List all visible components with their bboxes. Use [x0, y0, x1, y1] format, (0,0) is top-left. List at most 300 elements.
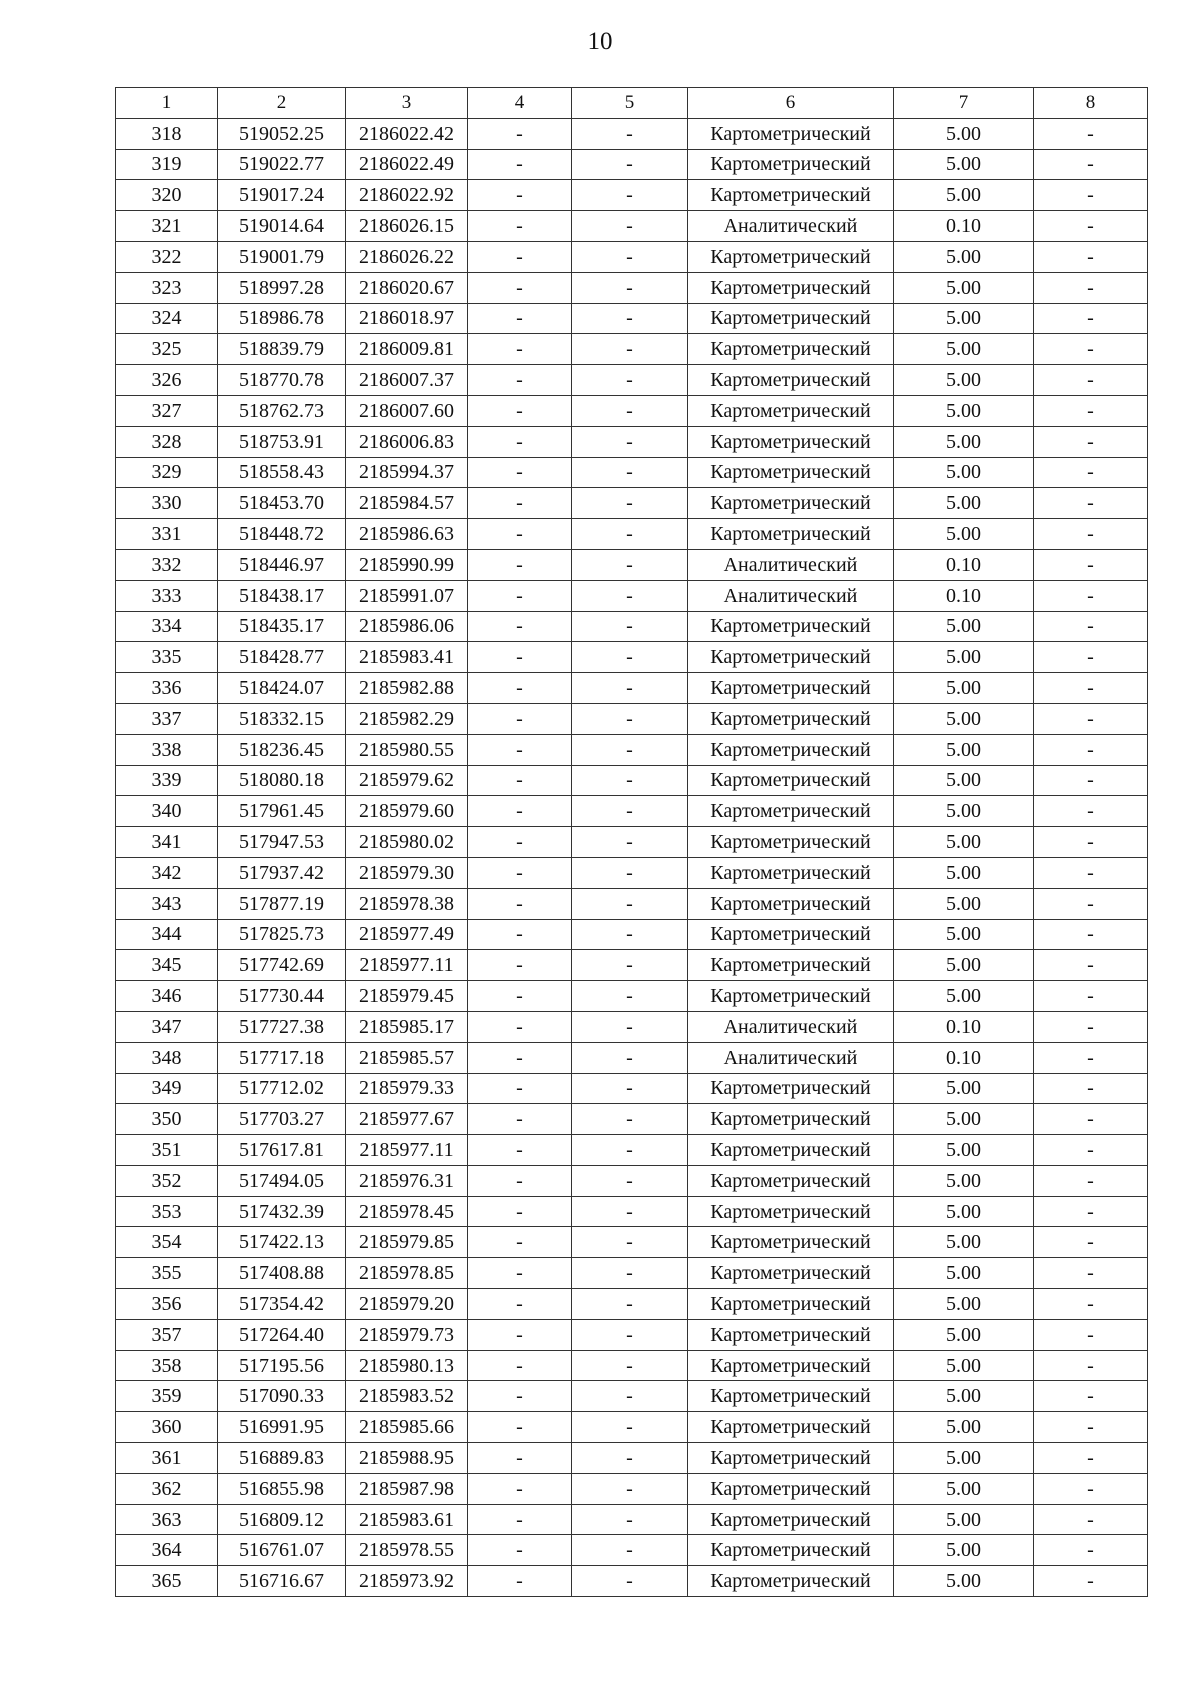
table-cell: 5.00 [894, 1227, 1034, 1258]
table-cell: 518753.91 [218, 426, 346, 457]
table-cell: - [572, 1042, 688, 1073]
table-cell: Картометрический [688, 1258, 894, 1289]
table-cell: Аналитический [688, 211, 894, 242]
table-cell: 358 [116, 1350, 218, 1381]
table-cell: 5.00 [894, 426, 1034, 457]
table-cell: 336 [116, 673, 218, 704]
table-cell: Картометрический [688, 426, 894, 457]
table-cell: - [468, 303, 572, 334]
table-cell: 2185979.60 [346, 796, 468, 827]
table-cell: 359 [116, 1381, 218, 1412]
table-cell: 0.10 [894, 211, 1034, 242]
table-cell: - [1034, 519, 1148, 550]
table-cell: - [468, 365, 572, 396]
table-cell: - [1034, 1566, 1148, 1597]
table-cell: 5.00 [894, 950, 1034, 981]
table-row [116, 1165, 1148, 1196]
table-cell: 2185985.57 [346, 1042, 468, 1073]
table-cell: - [572, 611, 688, 642]
table-row [116, 580, 1148, 611]
table-cell: Картометрический [688, 611, 894, 642]
table-row [116, 549, 1148, 580]
table-cell: Картометрический [688, 1135, 894, 1166]
table-cell: - [572, 950, 688, 981]
table-cell: 353 [116, 1196, 218, 1227]
table-cell: 334 [116, 611, 218, 642]
table-cell: 5.00 [894, 365, 1034, 396]
table-cell: 2185979.62 [346, 765, 468, 796]
table-cell: 2185983.52 [346, 1381, 468, 1412]
table-cell: - [1034, 149, 1148, 180]
table-cell: - [572, 1073, 688, 1104]
table-cell: - [1034, 1504, 1148, 1535]
table-cell: - [468, 796, 572, 827]
table-cell: 5.00 [894, 395, 1034, 426]
table-cell: 517264.40 [218, 1319, 346, 1350]
table-cell: - [572, 488, 688, 519]
table-cell: Картометрический [688, 488, 894, 519]
table-cell: 517937.42 [218, 857, 346, 888]
table-cell: 361 [116, 1443, 218, 1474]
table-cell: Аналитический [688, 1011, 894, 1042]
table-cell: 5.00 [894, 827, 1034, 858]
table-cell: Картометрический [688, 919, 894, 950]
table-cell: 2185973.92 [346, 1566, 468, 1597]
table-cell: 5.00 [894, 1289, 1034, 1320]
table-cell: 5.00 [894, 857, 1034, 888]
table-row [116, 395, 1148, 426]
table-cell: - [1034, 673, 1148, 704]
table-cell: - [1034, 611, 1148, 642]
table-cell: - [1034, 919, 1148, 950]
table-cell: 326 [116, 365, 218, 396]
table-cell: - [572, 519, 688, 550]
table-cell: - [1034, 1073, 1148, 1104]
table-row [116, 457, 1148, 488]
table-cell: 5.00 [894, 519, 1034, 550]
table-cell: - [572, 334, 688, 365]
table-cell: 518332.15 [218, 703, 346, 734]
table-cell: 2185977.11 [346, 1135, 468, 1166]
table-cell: - [1034, 703, 1148, 734]
table-cell: 5.00 [894, 1104, 1034, 1135]
table-cell: 2185979.85 [346, 1227, 468, 1258]
table-cell: - [468, 1566, 572, 1597]
table-cell: Картометрический [688, 1073, 894, 1104]
table-cell: - [468, 488, 572, 519]
table-cell: 319 [116, 149, 218, 180]
table-cell: 2186026.22 [346, 241, 468, 272]
table-cell: Картометрический [688, 642, 894, 673]
table-cell: - [468, 457, 572, 488]
table-cell: 518997.28 [218, 272, 346, 303]
table-cell: 5.00 [894, 1381, 1034, 1412]
table-cell: - [468, 1073, 572, 1104]
table-cell: - [572, 1504, 688, 1535]
table-row [116, 1473, 1148, 1504]
table-cell: Картометрический [688, 519, 894, 550]
table-cell: - [572, 1165, 688, 1196]
table-row [116, 1104, 1148, 1135]
table-cell: 5.00 [894, 1443, 1034, 1474]
table-cell: Картометрический [688, 1504, 894, 1535]
table-cell: - [468, 272, 572, 303]
table-cell: 517717.18 [218, 1042, 346, 1073]
table-cell: 5.00 [894, 765, 1034, 796]
table-cell: - [1034, 1443, 1148, 1474]
table-cell: - [1034, 180, 1148, 211]
table-cell: Картометрический [688, 1350, 894, 1381]
table-cell: - [468, 981, 572, 1012]
table-cell: - [572, 827, 688, 858]
table-cell: 517494.05 [218, 1165, 346, 1196]
table-cell: 517432.39 [218, 1196, 346, 1227]
table-cell: - [468, 1227, 572, 1258]
table-cell: 5.00 [894, 734, 1034, 765]
table-row [116, 1042, 1148, 1073]
table-cell: 2185985.66 [346, 1412, 468, 1443]
table-row [116, 1443, 1148, 1474]
table-cell: - [468, 1381, 572, 1412]
table-cell: 5.00 [894, 888, 1034, 919]
table-cell: 337 [116, 703, 218, 734]
table-cell: 351 [116, 1135, 218, 1166]
table-cell: - [1034, 827, 1148, 858]
table-cell: 2186006.83 [346, 426, 468, 457]
table-cell: 519014.64 [218, 211, 346, 242]
table-row [116, 857, 1148, 888]
table-cell: Картометрический [688, 1289, 894, 1320]
table-cell: 322 [116, 241, 218, 272]
table-cell: 5.00 [894, 488, 1034, 519]
table-row [116, 1196, 1148, 1227]
table-cell: 517354.42 [218, 1289, 346, 1320]
table-cell: - [468, 611, 572, 642]
table-cell: 517742.69 [218, 950, 346, 981]
column-header: 4 [468, 88, 572, 119]
table-row [116, 303, 1148, 334]
table-cell: 2185991.07 [346, 580, 468, 611]
table-cell: - [468, 580, 572, 611]
table-cell: - [1034, 1473, 1148, 1504]
table-cell: 518558.43 [218, 457, 346, 488]
table-cell: Аналитический [688, 549, 894, 580]
table-cell: - [572, 734, 688, 765]
table-cell: - [572, 272, 688, 303]
table-cell: 5.00 [894, 457, 1034, 488]
table-cell: - [1034, 1412, 1148, 1443]
table-cell: - [572, 1535, 688, 1566]
table-cell: Картометрический [688, 827, 894, 858]
table-cell: - [1034, 272, 1148, 303]
table-cell: 517947.53 [218, 827, 346, 858]
table-cell: - [1034, 1381, 1148, 1412]
table-cell: 517825.73 [218, 919, 346, 950]
table-cell: 2185987.98 [346, 1473, 468, 1504]
table-cell: - [1034, 950, 1148, 981]
table-cell: 356 [116, 1289, 218, 1320]
table-cell: - [572, 888, 688, 919]
table-header-row [116, 88, 1148, 119]
table-cell: 348 [116, 1042, 218, 1073]
table-cell: - [468, 950, 572, 981]
table-row [116, 1073, 1148, 1104]
table-cell: - [572, 1412, 688, 1443]
table-cell: - [572, 857, 688, 888]
table-row [116, 211, 1148, 242]
table-cell: - [468, 734, 572, 765]
table-cell: - [572, 1135, 688, 1166]
table-cell: Картометрический [688, 734, 894, 765]
table-cell: - [468, 1258, 572, 1289]
table-cell: 355 [116, 1258, 218, 1289]
table-cell: - [468, 519, 572, 550]
table-cell: 347 [116, 1011, 218, 1042]
table-cell: Картометрический [688, 1381, 894, 1412]
table-cell: 2185986.63 [346, 519, 468, 550]
table-cell: 518453.70 [218, 488, 346, 519]
table-cell: Картометрический [688, 765, 894, 796]
table-cell: 5.00 [894, 673, 1034, 704]
table-cell: 516716.67 [218, 1566, 346, 1597]
table-cell: 5.00 [894, 642, 1034, 673]
table-cell: 5.00 [894, 1504, 1034, 1535]
table-cell: Аналитический [688, 580, 894, 611]
table-row [116, 272, 1148, 303]
coordinates-table [115, 87, 1148, 1597]
table-cell: - [1034, 211, 1148, 242]
table-cell: - [1034, 1289, 1148, 1320]
table-cell: - [1034, 1535, 1148, 1566]
column-header: 6 [688, 88, 894, 119]
table-cell: - [468, 1196, 572, 1227]
table-cell: - [1034, 1104, 1148, 1135]
column-header: 8 [1034, 88, 1148, 119]
table-cell: 517617.81 [218, 1135, 346, 1166]
table-row [116, 1412, 1148, 1443]
table-cell: 2185986.06 [346, 611, 468, 642]
table-cell: 5.00 [894, 1073, 1034, 1104]
table-cell: 5.00 [894, 1412, 1034, 1443]
table-cell: - [468, 180, 572, 211]
table-cell: 518080.18 [218, 765, 346, 796]
table-cell: - [468, 426, 572, 457]
table-cell: - [572, 1443, 688, 1474]
table-row [116, 1227, 1148, 1258]
table-cell: - [468, 642, 572, 673]
table-cell: - [1034, 734, 1148, 765]
table-cell: 2185982.88 [346, 673, 468, 704]
table-cell: Картометрический [688, 1566, 894, 1597]
table-cell: - [468, 149, 572, 180]
table-cell: - [572, 1011, 688, 1042]
table-cell: - [468, 827, 572, 858]
table-cell: 2185990.99 [346, 549, 468, 580]
table-row [116, 365, 1148, 396]
table-cell: 517727.38 [218, 1011, 346, 1042]
table-cell: 354 [116, 1227, 218, 1258]
table-row [116, 1289, 1148, 1320]
table-cell: - [468, 1011, 572, 1042]
table-cell: Картометрический [688, 303, 894, 334]
table-cell: 363 [116, 1504, 218, 1535]
table-cell: - [572, 1350, 688, 1381]
table-cell: 517877.19 [218, 888, 346, 919]
table-cell: 516809.12 [218, 1504, 346, 1535]
table-cell: 2186022.92 [346, 180, 468, 211]
table-row [116, 1504, 1148, 1535]
table-cell: 5.00 [894, 118, 1034, 149]
table-row [116, 888, 1148, 919]
table-cell: 5.00 [894, 1165, 1034, 1196]
table-cell: - [1034, 334, 1148, 365]
table-cell: 2185980.13 [346, 1350, 468, 1381]
table-row [116, 1319, 1148, 1350]
table-cell: 332 [116, 549, 218, 580]
table-cell: Картометрический [688, 1227, 894, 1258]
table-cell: 2185984.57 [346, 488, 468, 519]
column-header: 3 [346, 88, 468, 119]
table-cell: - [1034, 457, 1148, 488]
table-cell: 330 [116, 488, 218, 519]
table-cell: 516889.83 [218, 1443, 346, 1474]
table-cell: - [572, 1381, 688, 1412]
table-row [116, 1011, 1148, 1042]
table-cell: 518236.45 [218, 734, 346, 765]
table-cell: 517961.45 [218, 796, 346, 827]
table-cell: 335 [116, 642, 218, 673]
table-cell: 325 [116, 334, 218, 365]
table-cell: - [468, 549, 572, 580]
table-cell: 5.00 [894, 1258, 1034, 1289]
table-cell: 516991.95 [218, 1412, 346, 1443]
table-cell: - [572, 1104, 688, 1135]
table-cell: - [1034, 796, 1148, 827]
table-cell: 342 [116, 857, 218, 888]
table-cell: Картометрический [688, 950, 894, 981]
table-cell: - [468, 919, 572, 950]
table-cell: - [468, 1289, 572, 1320]
table-cell: - [1034, 395, 1148, 426]
table-cell: 5.00 [894, 1350, 1034, 1381]
table-cell: Картометрический [688, 1473, 894, 1504]
table-cell: - [1034, 1258, 1148, 1289]
table-cell: - [1034, 488, 1148, 519]
table-cell: 323 [116, 272, 218, 303]
table-cell: Картометрический [688, 457, 894, 488]
table-cell: - [468, 1504, 572, 1535]
table-cell: - [1034, 857, 1148, 888]
table-cell: - [468, 1042, 572, 1073]
table-cell: 2185977.11 [346, 950, 468, 981]
table-cell: 344 [116, 919, 218, 950]
table-cell: 2185985.17 [346, 1011, 468, 1042]
table-cell: - [1034, 765, 1148, 796]
table-cell: 2185978.38 [346, 888, 468, 919]
table-cell: 2185980.55 [346, 734, 468, 765]
table-cell: 516761.07 [218, 1535, 346, 1566]
table-cell: - [1034, 1042, 1148, 1073]
table-cell: 5.00 [894, 1196, 1034, 1227]
table-cell: - [572, 426, 688, 457]
table-cell: 2186026.15 [346, 211, 468, 242]
table-cell: 518424.07 [218, 673, 346, 704]
table-cell: Картометрический [688, 1319, 894, 1350]
table-cell: 518448.72 [218, 519, 346, 550]
table-row [116, 765, 1148, 796]
table-cell: 357 [116, 1319, 218, 1350]
table-cell: 2185978.45 [346, 1196, 468, 1227]
table-cell: Картометрический [688, 796, 894, 827]
table-row [116, 673, 1148, 704]
table-row [116, 519, 1148, 550]
table-cell: 338 [116, 734, 218, 765]
table-cell: Аналитический [688, 1042, 894, 1073]
table-cell: - [1034, 241, 1148, 272]
table-cell: Картометрический [688, 1443, 894, 1474]
table-cell: 365 [116, 1566, 218, 1597]
table-cell: - [468, 888, 572, 919]
table-cell: 517703.27 [218, 1104, 346, 1135]
column-header: 7 [894, 88, 1034, 119]
table-cell: 519001.79 [218, 241, 346, 272]
table-cell: - [1034, 1011, 1148, 1042]
table-cell: 518428.77 [218, 642, 346, 673]
table-row [116, 1381, 1148, 1412]
table-cell: - [572, 580, 688, 611]
table-cell: - [572, 211, 688, 242]
table-cell: - [468, 1473, 572, 1504]
table-cell: 340 [116, 796, 218, 827]
table-cell: Картометрический [688, 1104, 894, 1135]
table-cell: 327 [116, 395, 218, 426]
table-cell: 518986.78 [218, 303, 346, 334]
table-cell: 518438.17 [218, 580, 346, 611]
table-row [116, 981, 1148, 1012]
table-row [116, 1566, 1148, 1597]
table-cell: - [1034, 580, 1148, 611]
table-row [116, 334, 1148, 365]
table-cell: - [572, 919, 688, 950]
table-cell: - [468, 703, 572, 734]
table-row [116, 1350, 1148, 1381]
table-cell: 2185994.37 [346, 457, 468, 488]
table-cell: 2185979.73 [346, 1319, 468, 1350]
table-cell: 5.00 [894, 1473, 1034, 1504]
table-cell: 2186007.60 [346, 395, 468, 426]
table-cell: - [468, 211, 572, 242]
table-cell: 0.10 [894, 1011, 1034, 1042]
table-cell: 2185979.30 [346, 857, 468, 888]
table-cell: Картометрический [688, 149, 894, 180]
table-cell: - [572, 765, 688, 796]
table-cell: 5.00 [894, 611, 1034, 642]
table-cell: 364 [116, 1535, 218, 1566]
column-header: 2 [218, 88, 346, 119]
table-cell: - [468, 1535, 572, 1566]
table-cell: 519022.77 [218, 149, 346, 180]
table-cell: - [572, 149, 688, 180]
table-row [116, 1535, 1148, 1566]
table-cell: 341 [116, 827, 218, 858]
table-row [116, 703, 1148, 734]
table-cell: Картометрический [688, 1196, 894, 1227]
table-cell: - [572, 1566, 688, 1597]
table-row [116, 642, 1148, 673]
table-row [116, 1135, 1148, 1166]
table-cell: - [468, 1104, 572, 1135]
table-row [116, 827, 1148, 858]
